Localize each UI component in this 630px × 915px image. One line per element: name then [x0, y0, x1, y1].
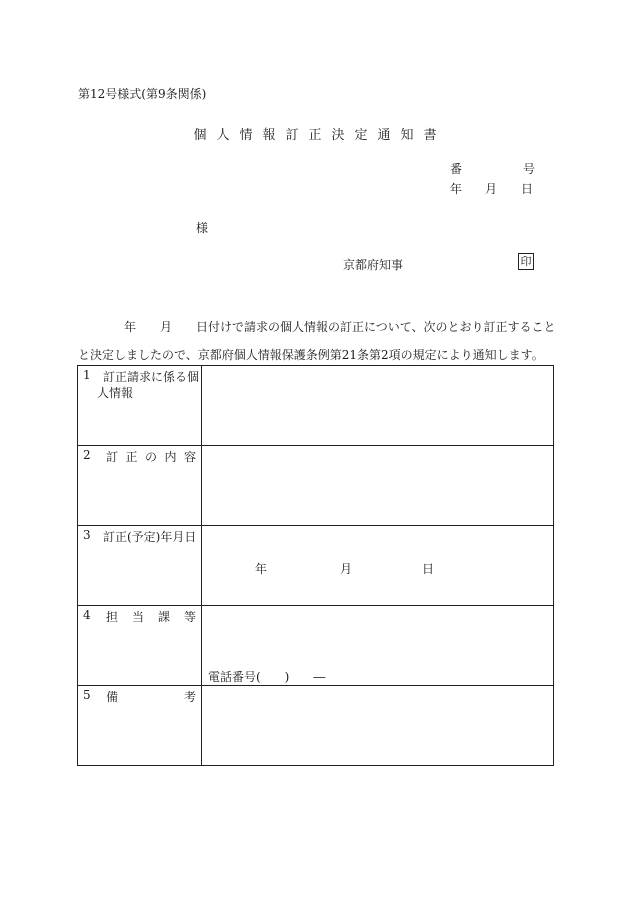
label-char: 備 [106, 690, 119, 704]
correction-month-label: 月 [340, 562, 353, 576]
row-3-label [78, 526, 202, 606]
addressee-suffix: 様 [196, 221, 209, 235]
month-label: 月 [485, 182, 498, 196]
table-row [78, 446, 554, 526]
table-row [78, 526, 554, 606]
label-char: 訂 [106, 450, 119, 464]
label-char: 担 [106, 610, 119, 624]
row-label-line1: 訂正請求に係る個 [103, 370, 200, 384]
row-number: 4 [83, 608, 91, 622]
label-char: 内 [164, 450, 177, 464]
row-number: 2 [83, 448, 91, 462]
row-1-label [78, 366, 202, 446]
issuer-name: 京都府知事 [343, 258, 404, 272]
body-line-2: と決定しましたので、京都府個人情報保護条例第21条第2項の規定により通知します。 [78, 348, 544, 362]
label-char: 正 [125, 450, 138, 464]
row-4-label [78, 606, 202, 686]
correction-day-label: 日 [422, 562, 435, 576]
label-char: 等 [183, 610, 196, 624]
number-label: 番 [450, 162, 463, 176]
row-label: 訂正(予定)年月日 [103, 530, 197, 544]
row-5-value[interactable] [202, 686, 554, 766]
label-char: 考 [183, 690, 196, 704]
label-char: の [144, 450, 157, 464]
table-row [78, 686, 554, 766]
number-suffix: 号 [523, 162, 536, 176]
row-2-value[interactable] [202, 446, 554, 526]
row-1-value[interactable] [202, 366, 554, 446]
document-number-line [450, 160, 535, 177]
day-label: 日 [521, 182, 534, 196]
row-number: 3 [83, 528, 91, 542]
year-label: 年 [450, 182, 463, 196]
document-title: 個人情報訂正決定通知書 [193, 128, 447, 143]
label-char: 当 [131, 610, 144, 624]
table-row [78, 606, 554, 686]
notice-table [77, 365, 554, 766]
correction-year-label: 年 [255, 562, 268, 576]
label-char: 課 [157, 610, 170, 624]
row-5-label [78, 686, 202, 766]
body-line-1: 年 月 日付けで請求の個人情報の訂正について、次のとおり訂正すること [124, 320, 556, 334]
row-number: 1 [83, 368, 91, 382]
form-number: 第12号様式(第9条関係) [78, 87, 207, 101]
row-2-label [78, 446, 202, 526]
table-row [78, 366, 554, 446]
label-char: 容 [183, 450, 196, 464]
phone-number-label: 電話番号( ) ― [208, 670, 326, 684]
row-number: 5 [83, 688, 91, 702]
row-4-value[interactable] [202, 606, 554, 686]
row-label-line2: 人情報 [97, 386, 134, 400]
issue-date-line [450, 180, 533, 197]
seal-mark: 印 [518, 253, 534, 270]
row-3-value[interactable] [202, 526, 554, 606]
